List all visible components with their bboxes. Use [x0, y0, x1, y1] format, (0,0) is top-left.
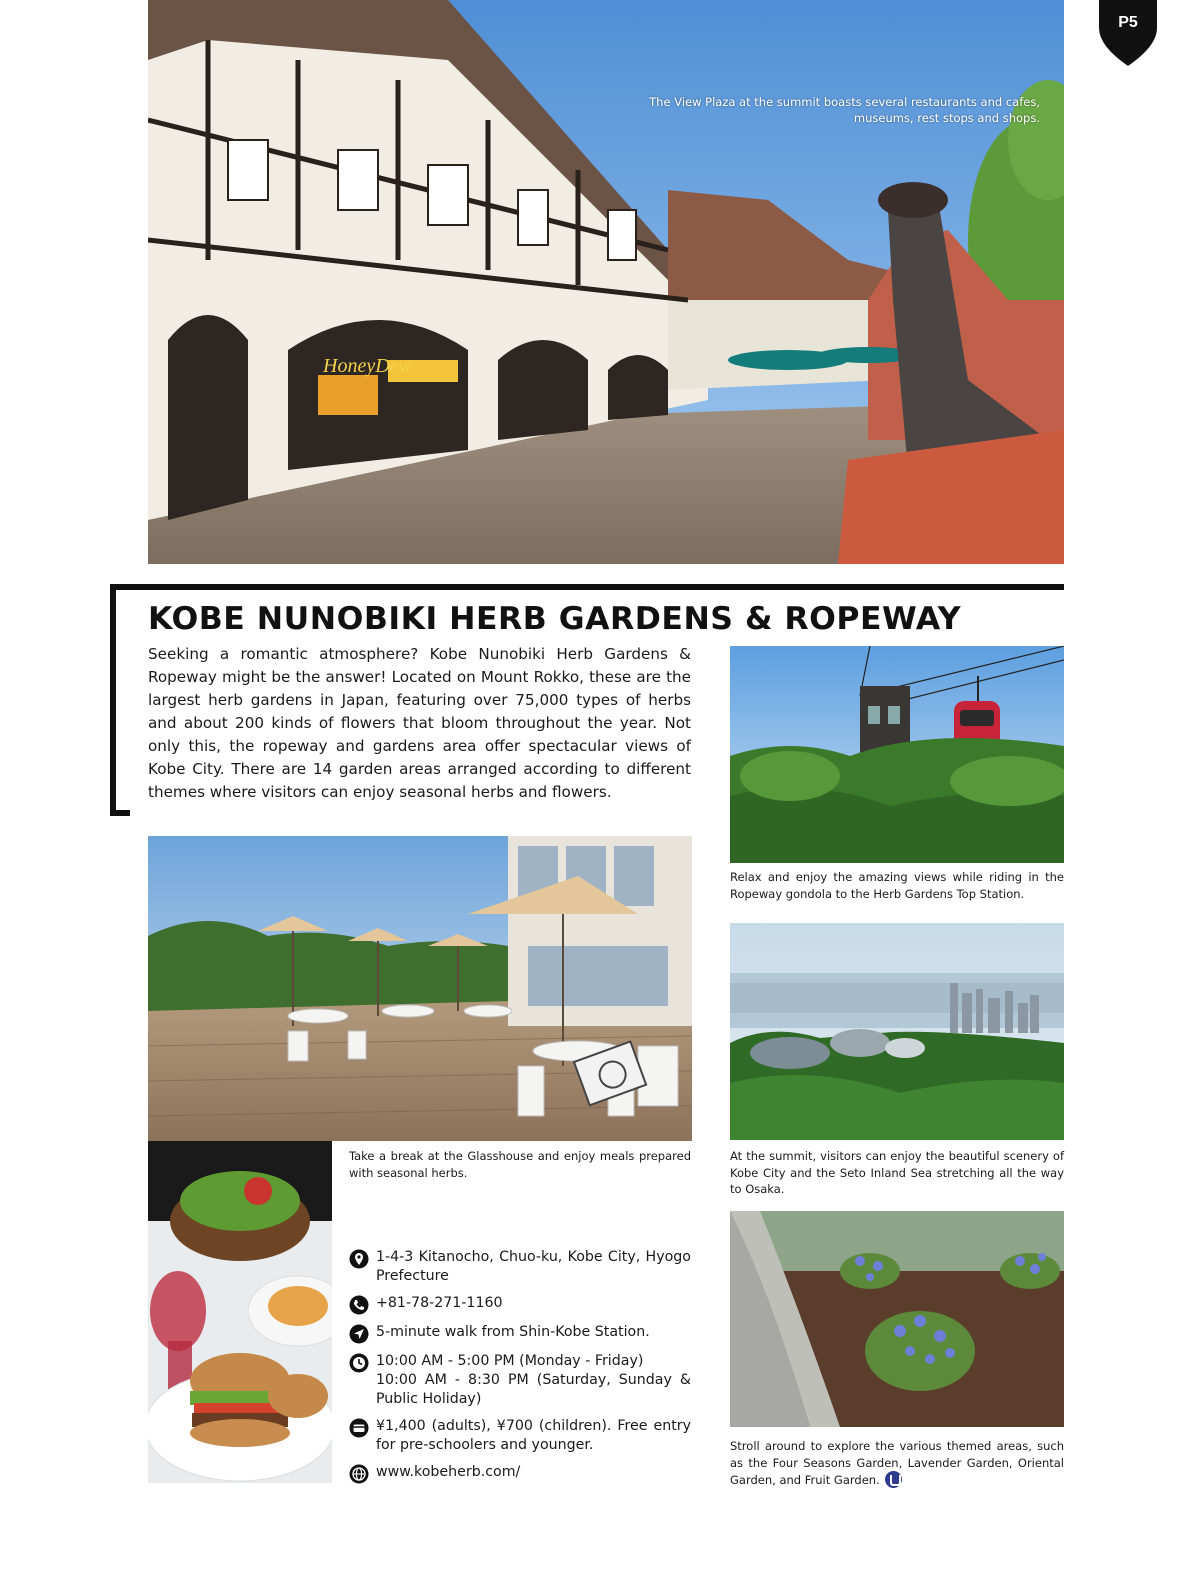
info-address [349, 1248, 691, 1286]
page-number-label: P5 [1118, 14, 1138, 31]
info-fees [349, 1417, 691, 1455]
navigation-arrow-icon [349, 1324, 369, 1344]
flowers-caption-text: Stroll around to explore the various themed areas, such as the Four Seasons Garden, Lavender Garden, Oriental Garden, and Fruit Garden. [730, 1439, 1064, 1487]
phone-text: +81-78-271-1160 [376, 1295, 503, 1311]
hero-photo-caption: The View Plaza at the summit boasts several restaurants and cafes, museums, rest stops and shops. [649, 95, 1040, 125]
ropeway-photo-caption: Relax and enjoy the amazing views while riding in the Ropeway gondola to the Herb Gardens Top Station. [730, 870, 1064, 901]
info-hours [349, 1352, 691, 1409]
map-pin-icon [349, 1249, 369, 1269]
address-text: 1-4-3 Kitanocho, Chuo-ku, Kobe City, Hyogo Prefecture [376, 1249, 691, 1284]
scenery-photo-caption: At the summit, visitors can enjoy the beautiful scenery of Kobe City and the Seto Inland Sea stretching all the way to Osaka. [730, 1149, 1064, 1196]
glasshouse-photo-caption: Take a break at the Glasshouse and enjoy meals prepared with seasonal herbs. [349, 1149, 691, 1180]
page-number-badge [1099, 0, 1157, 66]
hero-photo-view-plaza [148, 0, 1064, 564]
info-access [349, 1323, 691, 1344]
visitor-info-list [349, 1248, 691, 1492]
info-phone [349, 1294, 691, 1315]
article-title: KOBE NUNOBIKI HERB GARDENS & ROPEWAY [148, 601, 962, 637]
article-end-mark-icon [885, 1471, 902, 1488]
hours-weekend-text: 10:00 AM - 8:30 PM (Saturday, Sunday & Public Holiday) [376, 1372, 691, 1407]
website-link[interactable]: www.kobeherb.com/ [376, 1464, 521, 1480]
glasshouse-terrace-photo [148, 836, 692, 1141]
kobe-city-scenery-photo [730, 923, 1064, 1140]
herb-meal-photo [148, 1141, 332, 1483]
globe-icon [349, 1464, 369, 1484]
hours-weekday-text: 10:00 AM - 5:00 PM (Monday - Friday) [376, 1353, 644, 1369]
fees-text: ¥1,400 (adults), ¥700 (children). Free entry for pre-schoolers and younger. [376, 1418, 691, 1453]
ticket-card-icon [349, 1418, 369, 1438]
info-website [349, 1463, 691, 1484]
title-bracket-foot [110, 810, 130, 816]
hero-sign-text: HoneyDew [323, 355, 412, 377]
hours-text [376, 1352, 691, 1409]
title-bracket-top [110, 584, 1064, 590]
ropeway-gondola-photo [730, 646, 1064, 863]
title-bracket-side [110, 584, 116, 816]
article-intro: Seeking a romantic atmosphere? Kobe Nunobiki Herb Gardens & Ropeway might be the answer! Located on Mount Rokko, these are the largest herb gardens in Japan, featuring over 75,000 types of herbs and about 200 kinds of flowers that bloom throughout the year. Not only this, the ropeway and gardens area offer spectacular views of Kobe City. There are 14 garden areas arranged according to different themes where visitors can enjoy seasonal herbs and flowers. [148, 645, 691, 801]
garden-flowers-photo [730, 1211, 1064, 1427]
phone-icon [349, 1295, 369, 1315]
flowers-photo-caption [730, 1438, 1064, 1489]
access-text: 5-minute walk from Shin-Kobe Station. [376, 1324, 650, 1340]
clock-icon [349, 1353, 369, 1373]
